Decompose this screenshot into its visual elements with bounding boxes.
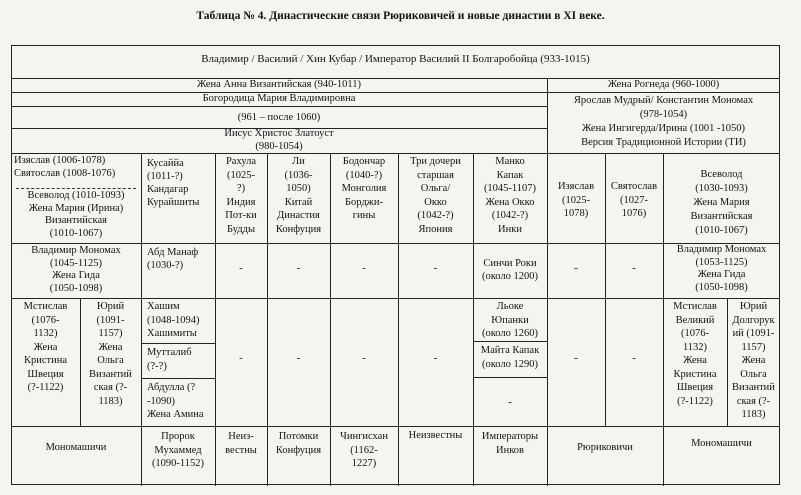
yuri-right-cell: Юрий Долгорук ий (1091- 1157) Жена Ольга Византий ская (?- 1183) bbox=[732, 301, 775, 420]
izyaslav-right-cell: Изяслав (1025- 1078) bbox=[557, 181, 595, 219]
yaroslav-cell: Ярослав Мудрый/ Константин Мономах (978-1054) Жена Ингигерда/Ирина (1001 -1050) Версия Традиционной Истории (ТИ) bbox=[573, 95, 754, 148]
dash-cell: - bbox=[632, 262, 636, 274]
maita-cell: Майта Капак (около 1290) bbox=[480, 345, 540, 370]
mstislav-right-cell: Мстислав Великий (1076- 1132) Жена Кристина Швеция (?-1122) bbox=[673, 301, 717, 407]
abdulla-cell: Абдулла (?-1090) Жена Амина bbox=[147, 382, 204, 420]
dash-cell: - bbox=[296, 262, 301, 274]
monomashichi-right: Мономашичи bbox=[691, 438, 752, 449]
vsevolod-left-cell: Всеволод (1010-1093) Жена Мария (Ирина) Византийская (1010-1067) bbox=[27, 190, 125, 239]
dash-cell: - bbox=[362, 352, 366, 364]
header-vladimir: Владимир / Василий / Хин Кубар / Император Василий II Болгаробойца (933-1015) bbox=[201, 53, 590, 65]
isus-cell: Иисус Христос Златоуст (980-1054) bbox=[224, 128, 334, 152]
li-cell: Ли (1036- 1050) Китай Династия Конфуция bbox=[275, 156, 322, 235]
dash-cell: - bbox=[239, 352, 243, 364]
chingishan-cell: Чингисхан (1162- 1227) bbox=[340, 431, 388, 469]
rahula-cell: Рахула (1025- ?) Индия Пот-ки Будды bbox=[225, 156, 257, 235]
hashim-cell: Хашим (1048-1094) Хашимиты bbox=[147, 301, 200, 339]
monomashichi-left: Мономашичи bbox=[45, 442, 107, 453]
dash-cell: - bbox=[433, 352, 438, 364]
lyoke-cell: Льоке Юпанки (около 1260) bbox=[481, 301, 539, 339]
svyatoslav-right-cell: Святослав (1027- 1076) bbox=[610, 181, 658, 219]
dash-cell: - bbox=[508, 396, 512, 408]
prorok-cell: Пророк Мухаммед (1090-1152) bbox=[151, 431, 205, 469]
dash-cell: - bbox=[362, 262, 366, 274]
rogneda-cell: Жена Рогнеда (960-1000) bbox=[607, 79, 720, 90]
table-title: Таблица № 4. Династические связи Рюриковичей и новые династии в XI веке. bbox=[196, 10, 605, 22]
vladimir-left-cell: Владимир Мономах (1045-1125) Жена Гида (1050-1098) bbox=[31, 245, 121, 294]
yuri-left-cell: Юрий (1091- 1157) Жена Ольга Византий ская (?- 1183) bbox=[89, 301, 132, 407]
kusaiya-cell: Кусаййа (1011-?) Кандагар Курайшиты bbox=[147, 158, 200, 208]
neizvestny-cell-1: Неиз- вестны bbox=[225, 431, 257, 456]
izyaslav-cell: Изяслав (1006-1078) Святослав (1008-1076) bbox=[14, 155, 116, 179]
abd-manaf-cell: Абд Манаф (1030-?) bbox=[147, 247, 199, 271]
mstislav-left-cell: Мстислав (1076- 1132) Жена Кристина Швеция (?-1122) bbox=[23, 301, 68, 393]
bodonchar-cell: Бодончар (1040-?) Монголия Борджи- гины bbox=[341, 156, 387, 221]
tri-docheri-cell: Три дочери старшая Ольга/ Окко (1042-?) Япония bbox=[410, 156, 461, 235]
sinchi-cell: Синчи Роки (около 1200) bbox=[481, 258, 539, 282]
dash-cell: - bbox=[574, 352, 578, 364]
potomki-cell: Потомки Конфуция bbox=[275, 431, 322, 456]
dash-cell: - bbox=[574, 262, 578, 274]
bogoroditsa-cell: Богородица Мария Владимировна bbox=[202, 93, 356, 104]
dash-cell: - bbox=[239, 262, 243, 274]
vsevolod-right-cell: Всеволод (1030-1093) Жена Мария Византийская (1010-1067) bbox=[690, 169, 753, 236]
neizvestny-cell-2: Неизвестны bbox=[408, 430, 463, 441]
anna-cell: Жена Анна Византийская (940-1011) bbox=[197, 79, 361, 90]
dash-cell: - bbox=[296, 352, 301, 364]
manko-cell: Манко Капак (1045-1107) Жена Окко (1042-?) Инки bbox=[483, 156, 537, 235]
imperatory-cell: Императоры Инков bbox=[481, 431, 539, 456]
dash-cell: - bbox=[632, 352, 636, 364]
vladimir-right-cell: Владимир Мономах (1053-1125) Жена Гида (1050-1098) bbox=[676, 244, 767, 293]
muttalib-cell: Мутталиб (?-?) bbox=[147, 347, 192, 372]
dash-cell: - bbox=[433, 262, 438, 274]
bogoroditsa-dates: (961 – после 1060) bbox=[237, 112, 321, 123]
ryurikovichi-cell: Рюриковичи bbox=[577, 442, 633, 453]
